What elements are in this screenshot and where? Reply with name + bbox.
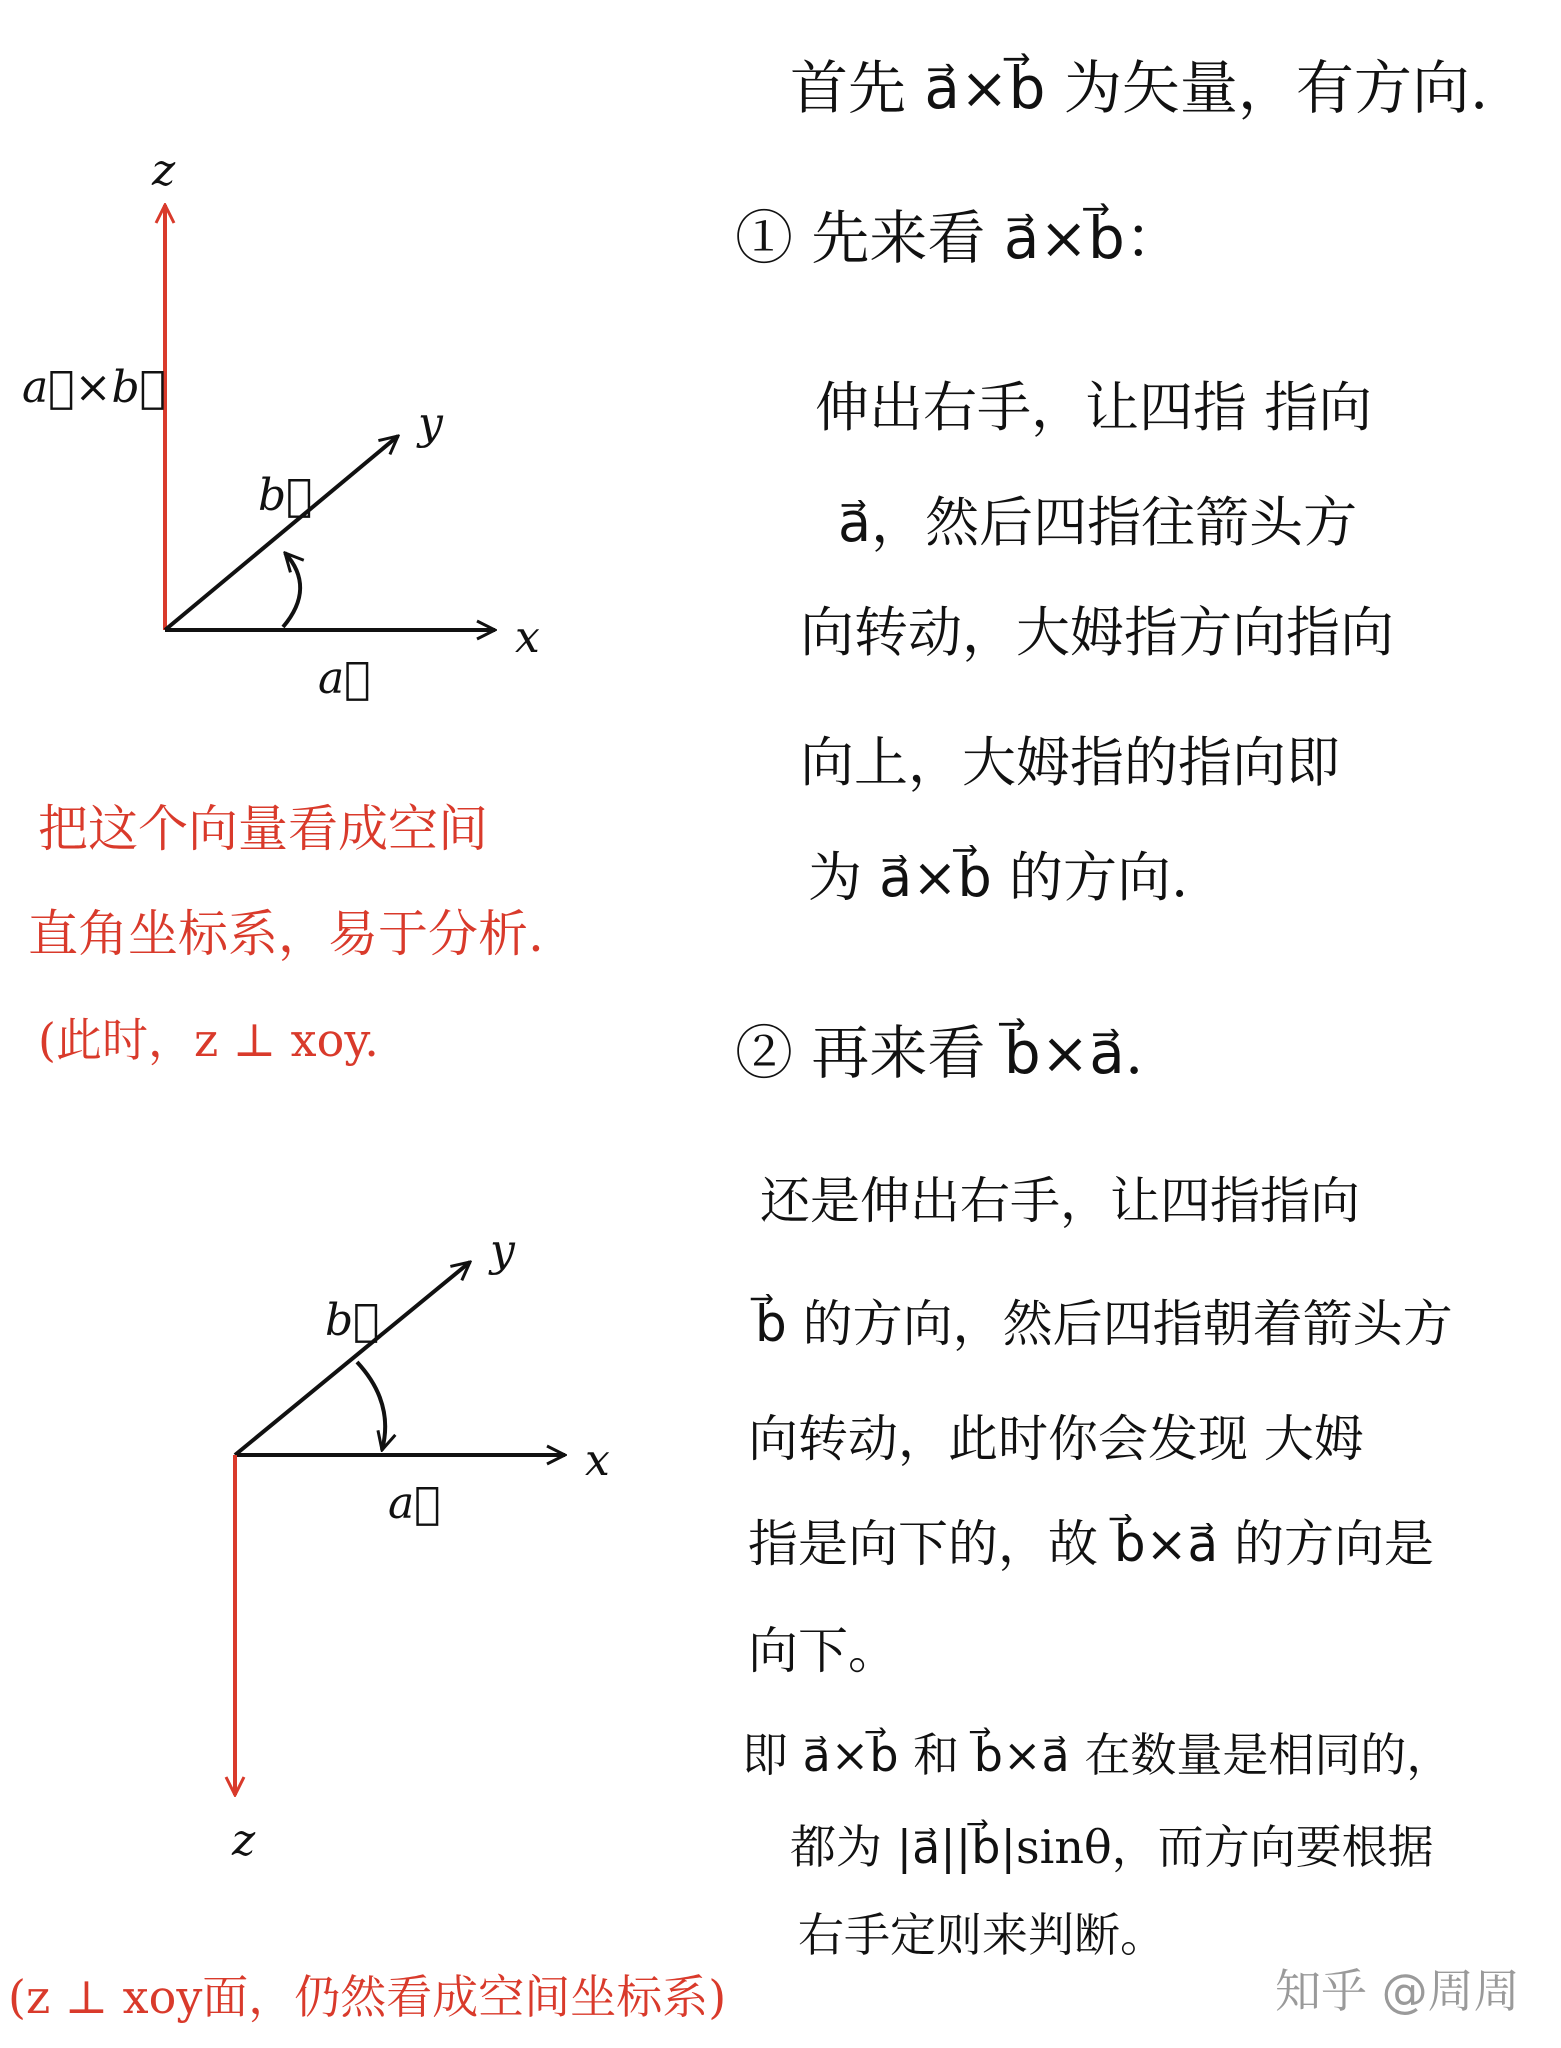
red-note-line: (此时，z ⊥ xoy. <box>38 1013 379 1067</box>
step1-line: 向转动，大姆指方向指向 <box>800 601 1394 664</box>
rotation-arc-2 <box>357 1362 385 1450</box>
diagram1-y-label: y <box>418 398 443 449</box>
diagram2-y-label: y <box>490 1225 515 1276</box>
step1-line: 伸出右手，让四指 指向 <box>815 376 1373 439</box>
diagram1-a-label: a⃗ <box>318 653 371 704</box>
vector-b-2 <box>235 1262 470 1455</box>
step1-line: a⃗，然后四指往箭头方 <box>838 491 1358 554</box>
conclusion-line: 都为 |a⃗||b⃗|sinθ，而方向要根据 <box>790 1820 1434 1874</box>
conclusion-line: 即 a⃗×b⃗ 和 b⃗×a⃗ 在数量是相同的， <box>742 1728 1453 1782</box>
diagram1-x-label: x <box>515 612 540 663</box>
intro-line: 首先 a⃗×b⃗ 为矢量，有方向. <box>790 54 1489 122</box>
diagram1-z-label: z <box>152 145 176 196</box>
step2-line: 向转动，此时你会发现 大姆 <box>748 1410 1364 1468</box>
step1-line: 为 a⃗×b⃗ 的方向. <box>808 846 1189 909</box>
step1-title: ① 先来看 a⃗×b⃗： <box>735 204 1183 272</box>
rotation-arc-1 <box>283 553 300 627</box>
red-note-line: 直角坐标系，易于分析. <box>28 905 544 963</box>
zhihu-watermark: 知乎 @周周 <box>1275 1964 1520 2018</box>
diagram2-z-label: z <box>232 1815 256 1866</box>
conclusion-line: 右手定则来判断。 <box>798 1908 1166 1962</box>
diagram1-b-label: b⃗ <box>258 470 313 521</box>
diagram2-x-label: x <box>585 1435 610 1486</box>
step2-title: ② 再来看 b⃗×a⃗. <box>735 1019 1144 1087</box>
step1-line: 向上，大姆指的指向即 <box>800 731 1340 794</box>
step2-line: b⃗ 的方向，然后四指朝着箭头方 <box>755 1295 1453 1353</box>
red-note-line: 把这个向量看成空间 <box>38 800 488 858</box>
diagram2-a-label: a⃗ <box>388 1478 441 1529</box>
diagram-1 <box>165 205 495 630</box>
step2-line: 还是伸出右手，让四指指向 <box>760 1172 1360 1230</box>
diagram1-axb-label: a⃗×b⃗ <box>22 362 167 413</box>
diagram2-b-label: b⃗ <box>325 1295 380 1346</box>
red-bottom-note: (z ⊥ xoy面，仍然看成空间坐标系) <box>8 1970 727 2024</box>
vector-b-1 <box>165 436 398 630</box>
step2-line: 指是向下的，故 b⃗×a⃗ 的方向是 <box>748 1515 1435 1573</box>
step2-line: 向下。 <box>748 1622 898 1680</box>
